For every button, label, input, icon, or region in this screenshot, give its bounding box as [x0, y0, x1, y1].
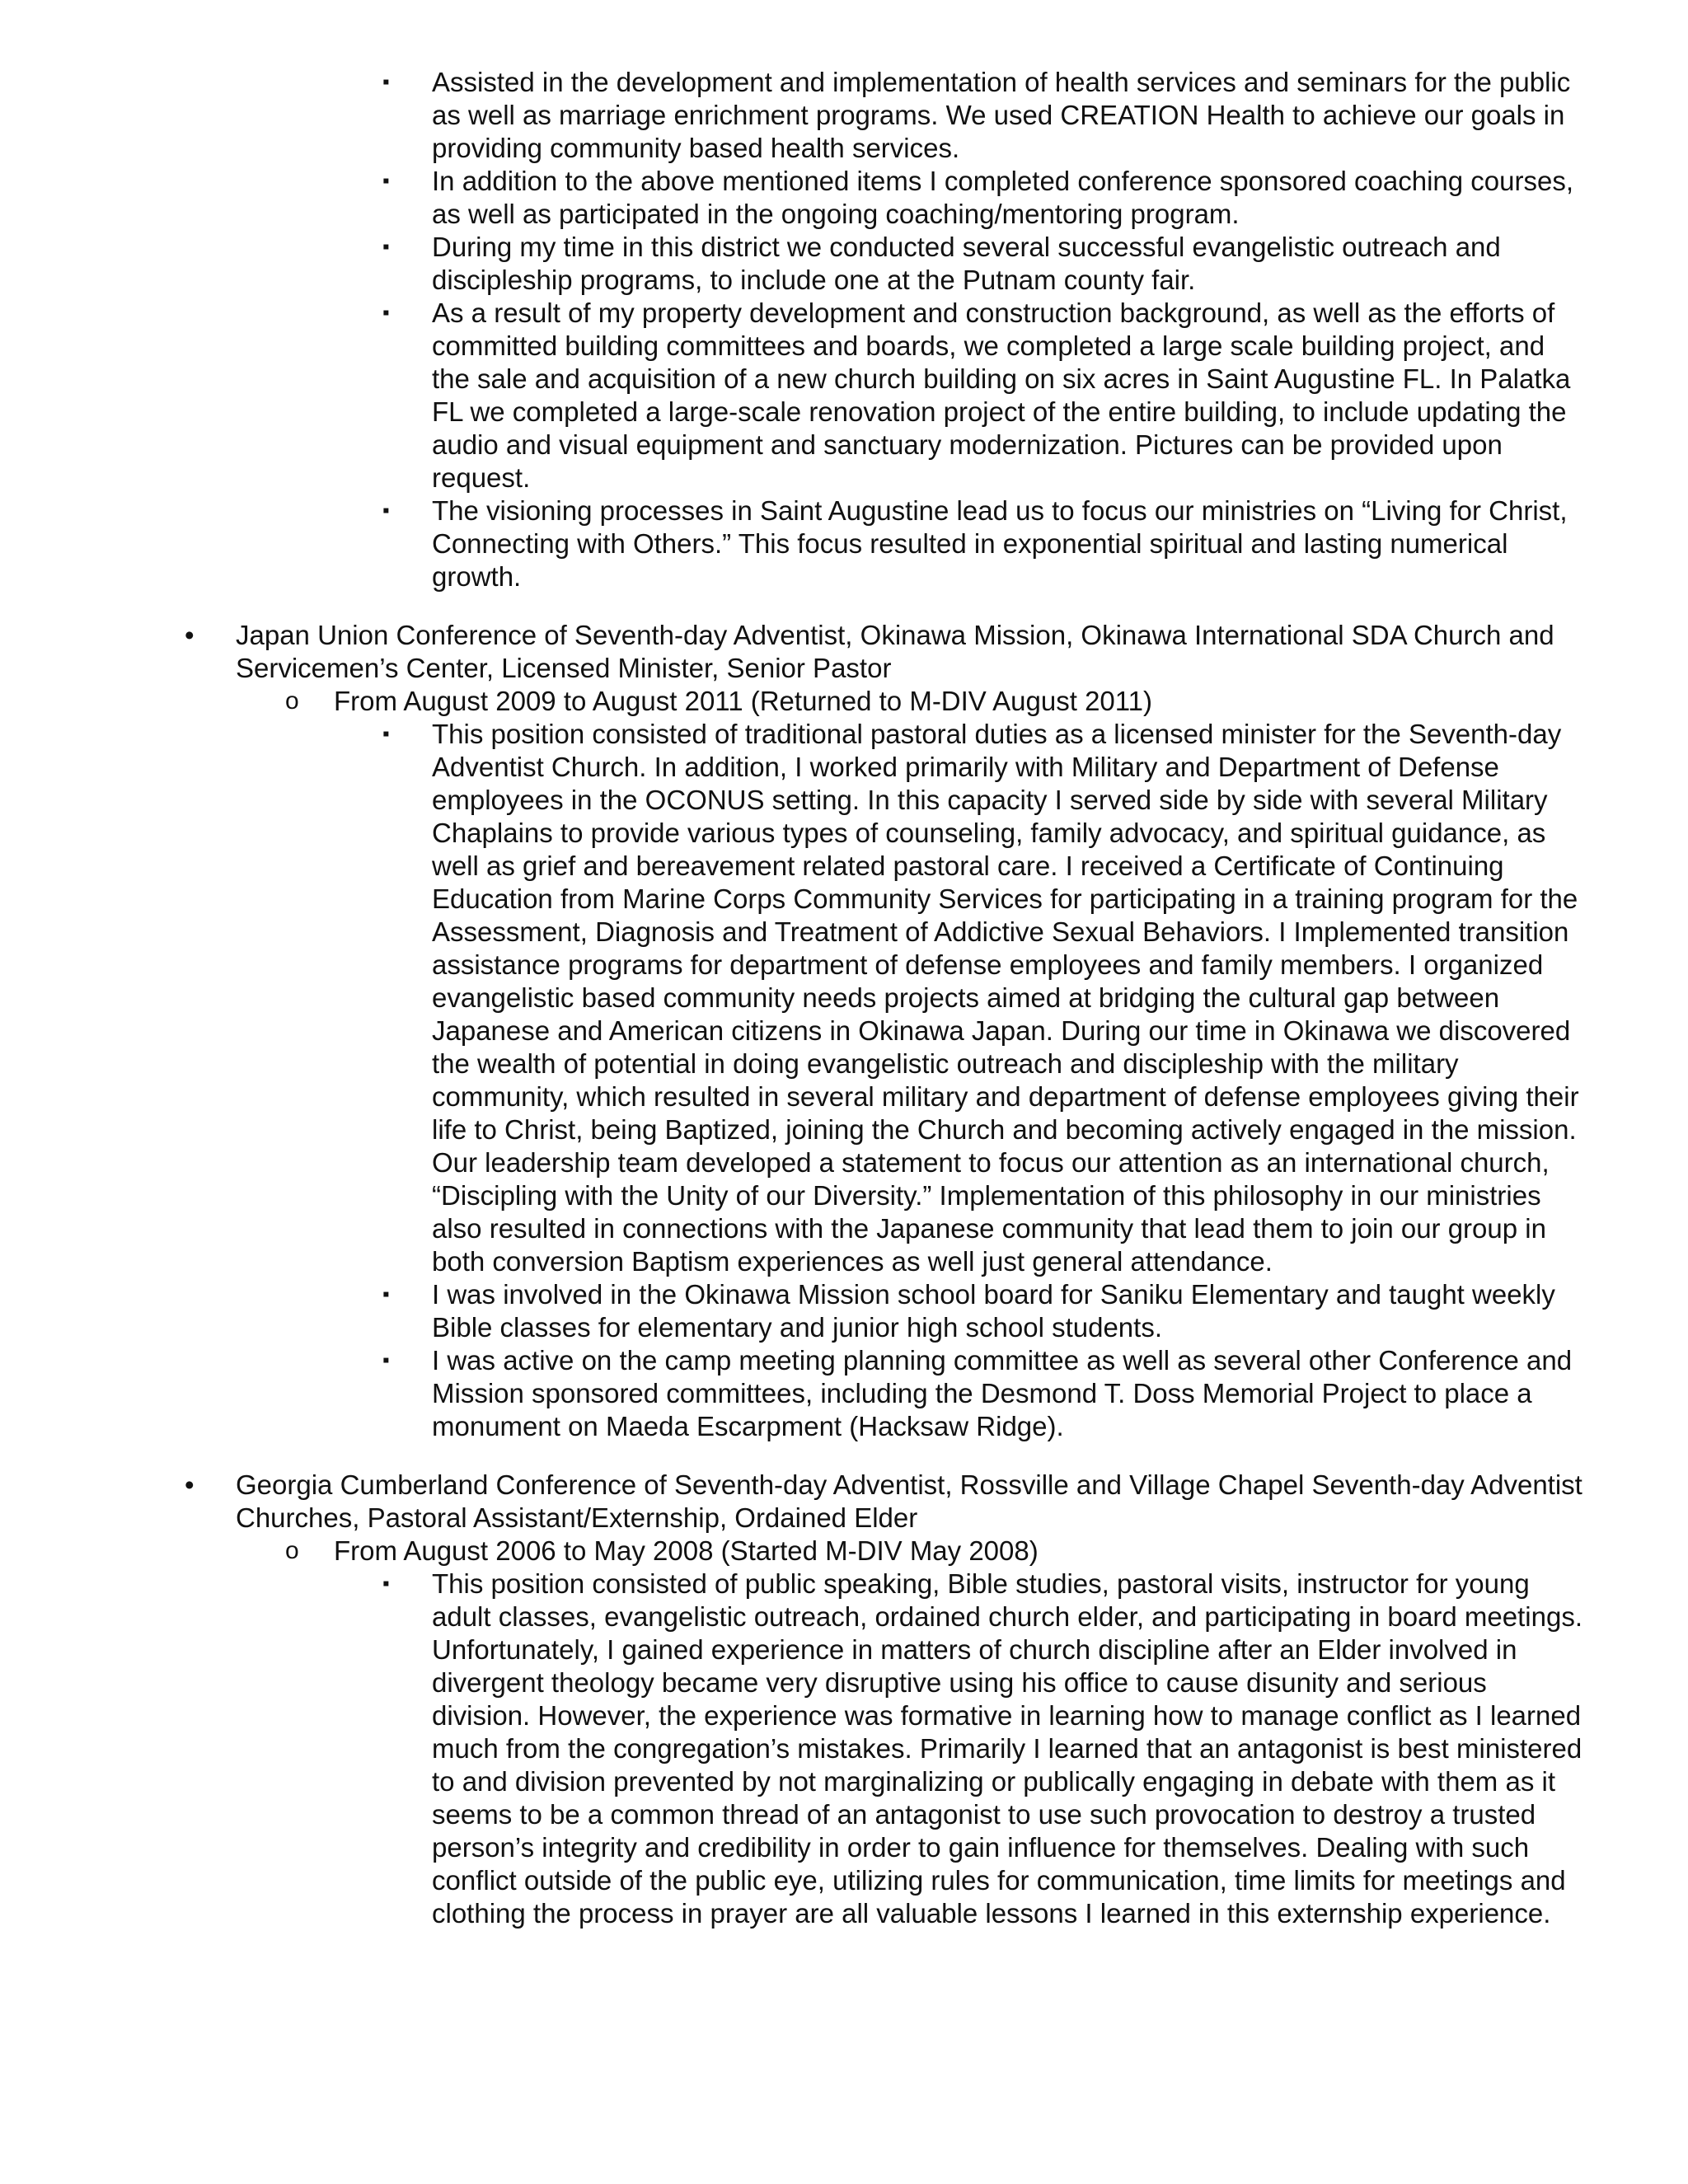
list-item — [0, 231, 1587, 297]
circle-bullet-icon: o — [285, 1537, 299, 1564]
georgia-section — [0, 1469, 1688, 1930]
list-item — [0, 1568, 1587, 1930]
square-bullet-icon: ▪ — [382, 1349, 390, 1371]
list-item-text: This position consisted of traditional pastoral duties as a licensed minister for the Seventh-day Adventist Church. In addition, I worked primarily with Military and Department of Defense employees in the OCONUS setting. In this capacity I served side by side with several Military Chaplains to provide various types of counseling, family advocacy, and spiritual guidance, as well as grief and bereavement related pastoral care. I received a Certificate of Continuing Education from Marine Corps Community Services for participating in a training program for the Assessment, Diagnosis and Treatment of Addictive Sexual Behaviors. I Implemented transition assistance programs for department of defense employees and family members. I organized evangelistic based community needs projects aimed at bridging the cultural gap between Japanese and American citizens in Okinawa Japan. During our time in Okinawa we discovered the wealth of potential in doing evangelistic outreach and discipleship with the military community, which resulted in several military and department of defense employees giving their life to Christ, being Baptized, joining the Church and becoming actively engaged in the mission. Our leadership team developed a statement to focus our attention as an international church, “Discipling with the Unity of our Diversity.” Implementation of this philosophy in our ministries also resulted in connections with the Japanese community that lead them to join our group in both conversion Baptism experiences as well just general attendance. — [432, 719, 1579, 1277]
square-bullet-icon: ▪ — [382, 499, 390, 522]
list-item — [0, 494, 1587, 593]
list-item — [0, 1344, 1587, 1443]
list-item — [0, 718, 1587, 1278]
list-item-text: The visioning processes in Saint Augustine lead us to focus our ministries on “Living for Christ, Connecting with Others.” This focus resulted in exponential spiritual and lasting numerical growth. — [432, 495, 1568, 592]
list-item-text: In addition to the above mentioned items I completed conference sponsored coaching courses, as well as participated in the ongoing coaching/mentoring program. — [432, 166, 1574, 229]
position-dates-text: From August 2009 to August 2011 (Returned to M-DIV August 2011) — [334, 686, 1153, 716]
japan-section — [0, 619, 1688, 1443]
position-heading-text: Japan Union Conference of Seventh-day Adventist, Okinawa Mission, Okinawa International SDA Church and Servicemen’s Center, Licensed Minister, Senior Pastor — [236, 620, 1554, 683]
position-dates — [0, 685, 1587, 718]
list-item — [0, 66, 1587, 165]
list-item-text: Assisted in the development and implementation of health services and seminars for the public as well as marriage enrichment programs. We used CREATION Health to achieve our goals in providing community based health services. — [432, 67, 1571, 163]
list-item — [0, 297, 1587, 494]
list-item — [0, 165, 1587, 231]
square-bullet-icon: ▪ — [382, 1572, 390, 1595]
position-heading-text: Georgia Cumberland Conference of Seventh-day Adventist, Rossville and Village Chapel Seventh-day Adventist Churches, Pastoral Assistant/Externship, Ordained Elder — [236, 1469, 1582, 1533]
square-bullet-icon: ▪ — [382, 170, 390, 192]
position-heading — [0, 619, 1587, 685]
list-item — [0, 1278, 1587, 1344]
square-bullet-icon: ▪ — [382, 302, 390, 324]
position-dates-text: From August 2006 to May 2008 (Started M-DIV May 2008) — [334, 1535, 1039, 1566]
list-item-text: I was involved in the Okinawa Mission school board for Saniku Elementary and taught weekly Bible classes for elementary and junior high school students. — [432, 1279, 1555, 1343]
list-item-text: During my time in this district we conducted several successful evangelistic outreach and discipleship programs, to include one at the Putnam county fair. — [432, 232, 1501, 295]
list-item-text: I was active on the camp meeting planning committee as well as several other Conference and Mission sponsored committees, including the Desmond T. Doss Memorial Project to place a monument on Maeda Escarpment (Hacksaw Ridge). — [432, 1345, 1573, 1441]
square-bullet-icon: ▪ — [382, 1283, 390, 1305]
position-heading — [0, 1469, 1587, 1535]
round-bullet-icon: • — [185, 620, 195, 650]
round-bullet-icon: • — [185, 1469, 195, 1500]
list-item-text: As a result of my property development and construction background, as well as the efforts of committed building committees and boards, we completed a large scale building project, and the sale and acquisition of a new church building on six acres in Saint Augustine FL. In Palatka FL we completed a large-scale renovation project of the entire building, to include updating the audio and visual equipment and sanctuary modernization. Pictures can be provided upon request. — [432, 298, 1571, 493]
square-bullet-icon: ▪ — [382, 71, 390, 93]
list-item-text: This position consisted of public speaking, Bible studies, pastoral visits, instructor for young adult classes, evangelistic outreach, ordained church elder, and participating in board meetings. Unfortunately, I gained experience in matters of church discipline after an Elder involved in divergent theology became very disruptive using his office to cause disunity and serious division. However, the experience was formative in learning how to manage conflict as I learned much from the congregation’s mistakes. Primarily I learned that an antagonist is best ministered to and division prevented by not marginalizing or publically engaging in debate with them as it seems to be a common thread of an antagonist to use such provocation to destroy a trusted person’s integrity and credibility in order to gain influence for themselves. Dealing with such conflict outside of the public eye, utilizing rules for communication, time limits for meetings and clothing the process in prayer are all valuable lessons I learned in this externship experience. — [432, 1568, 1583, 1929]
position-dates — [0, 1535, 1587, 1568]
prev-section-list — [0, 66, 1688, 593]
square-bullet-icon: ▪ — [382, 723, 390, 745]
square-bullet-icon: ▪ — [382, 236, 390, 258]
circle-bullet-icon: o — [285, 687, 299, 715]
